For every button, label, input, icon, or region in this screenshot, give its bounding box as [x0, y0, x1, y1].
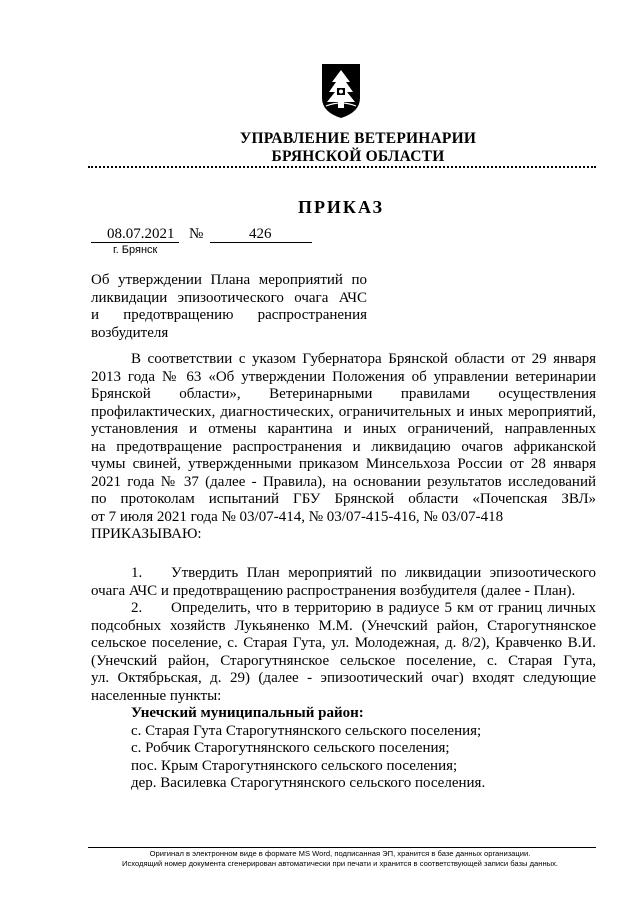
item-number: 2. [131, 600, 143, 616]
preamble-line: по протоколам испытаний ГБУ Брянской области «Почепская ЗВЛ» [91, 491, 596, 507]
item-line: (Унечский район, Старогутнянское сельское поселение, с. Старая Гута, [91, 652, 596, 669]
preamble [91, 351, 596, 544]
item-line: сельское поселение, с. Старая Гута, ул. Молодежная, д. 8/2), Кравченко В.И. [91, 635, 596, 651]
preamble-line: В соответствии с указом Губернатора Брянской области от 29 января [131, 351, 596, 367]
preamble-line: 2021 года № 37 (далее - Правила), на основании результатов исследований [91, 473, 596, 490]
order-item-1 [91, 565, 596, 600]
footer-divider [88, 847, 596, 848]
settlement-item: с. Робчик Старогутнянского сельского поселения; [131, 740, 450, 756]
settlement-item: пос. Крым Старогутнянского сельского поселения; [131, 757, 458, 774]
footer-note-line2: Исходящий номер документа сгенерирован автоматически при печати и хранится в соответствующей записи базы данных. [121, 859, 558, 868]
settlement-item: с. Старая Гута Старогутнянского сельского поселения; [131, 722, 482, 739]
item-line: подсобных хозяйств Лукьяненко М.М. (Унечский район, Старогутнянское [91, 617, 596, 634]
document-city: г. Брянск [113, 244, 158, 256]
item-line: Утвердить План мероприятий по ликвидации эпизоотического [171, 565, 596, 581]
organization-name-line1: УПРАВЛЕНИЕ ВЕТЕРИНАРИИ [239, 130, 477, 147]
coat-of-arms-icon [318, 62, 364, 120]
item-line: ул. Октябрьская, д. 29) (далее - эпизоотический очаг) входят следующие [91, 670, 596, 686]
document-date: 08.07.2021 [107, 226, 175, 242]
document-number: 426 [249, 226, 272, 242]
order-word: ПРИКАЗЫВАЮ: [91, 526, 202, 542]
settlement-item: дер. Василевка Старогутнянского сельского поселения. [131, 775, 486, 791]
item-line: очага АЧС и предотвращению распространения возбудителя (далее - План). [91, 582, 576, 599]
preamble-line: чумы свиней, утвержденными приказом Минсельхоза России от 28 января [91, 456, 596, 472]
number-underline [210, 242, 312, 243]
preamble-line: от 7 июля 2021 года № 03/07-414, № 03/07-415-416, № 03/07-418 [91, 508, 504, 525]
preamble-line: профилактических, диагностических, ограничительных и иных мероприятий, [91, 403, 596, 420]
subject-line: Об утверждении Плана мероприятий по [91, 272, 367, 288]
order-item-2 [91, 600, 596, 705]
subject-line: возбудителя [91, 324, 169, 341]
preamble-line: установления и отмены карантина и иных ограничений, направленных [91, 421, 596, 437]
footer-note-line1: Оригинал в электронном виде в формате MS Word, подписанная ЭП, хранится в базе данных организации. [149, 849, 531, 858]
subject-line: и предотвращению распространения [91, 307, 367, 323]
item-number: 1. [131, 565, 143, 581]
document-title: ПРИКАЗ [297, 197, 385, 217]
preamble-line: на предотвращение распространения и ликвидацию очагов африканской [91, 438, 596, 455]
organization-name-line2: БРЯНСКОЙ ОБЛАСТИ [271, 148, 445, 165]
item-line: населенные пункты: [91, 687, 222, 704]
document-subject [91, 272, 367, 342]
number-sign: № [189, 226, 204, 242]
district-heading: Унечский муниципальный район: [131, 705, 364, 721]
date-underline [91, 242, 179, 243]
settlement-list [131, 705, 596, 793]
subject-line: ликвидации эпизоотического очага АЧС [91, 289, 367, 306]
preamble-line: 2013 года № 63 «Об утверждении Положения об управлении ветеринарии [91, 368, 596, 385]
header-divider [88, 166, 596, 168]
item-line: Определить, что в территорию в радиусе 5 км от границ личных [171, 600, 596, 616]
preamble-line: Брянской области», Ветеринарными правилами осуществления [91, 386, 596, 402]
